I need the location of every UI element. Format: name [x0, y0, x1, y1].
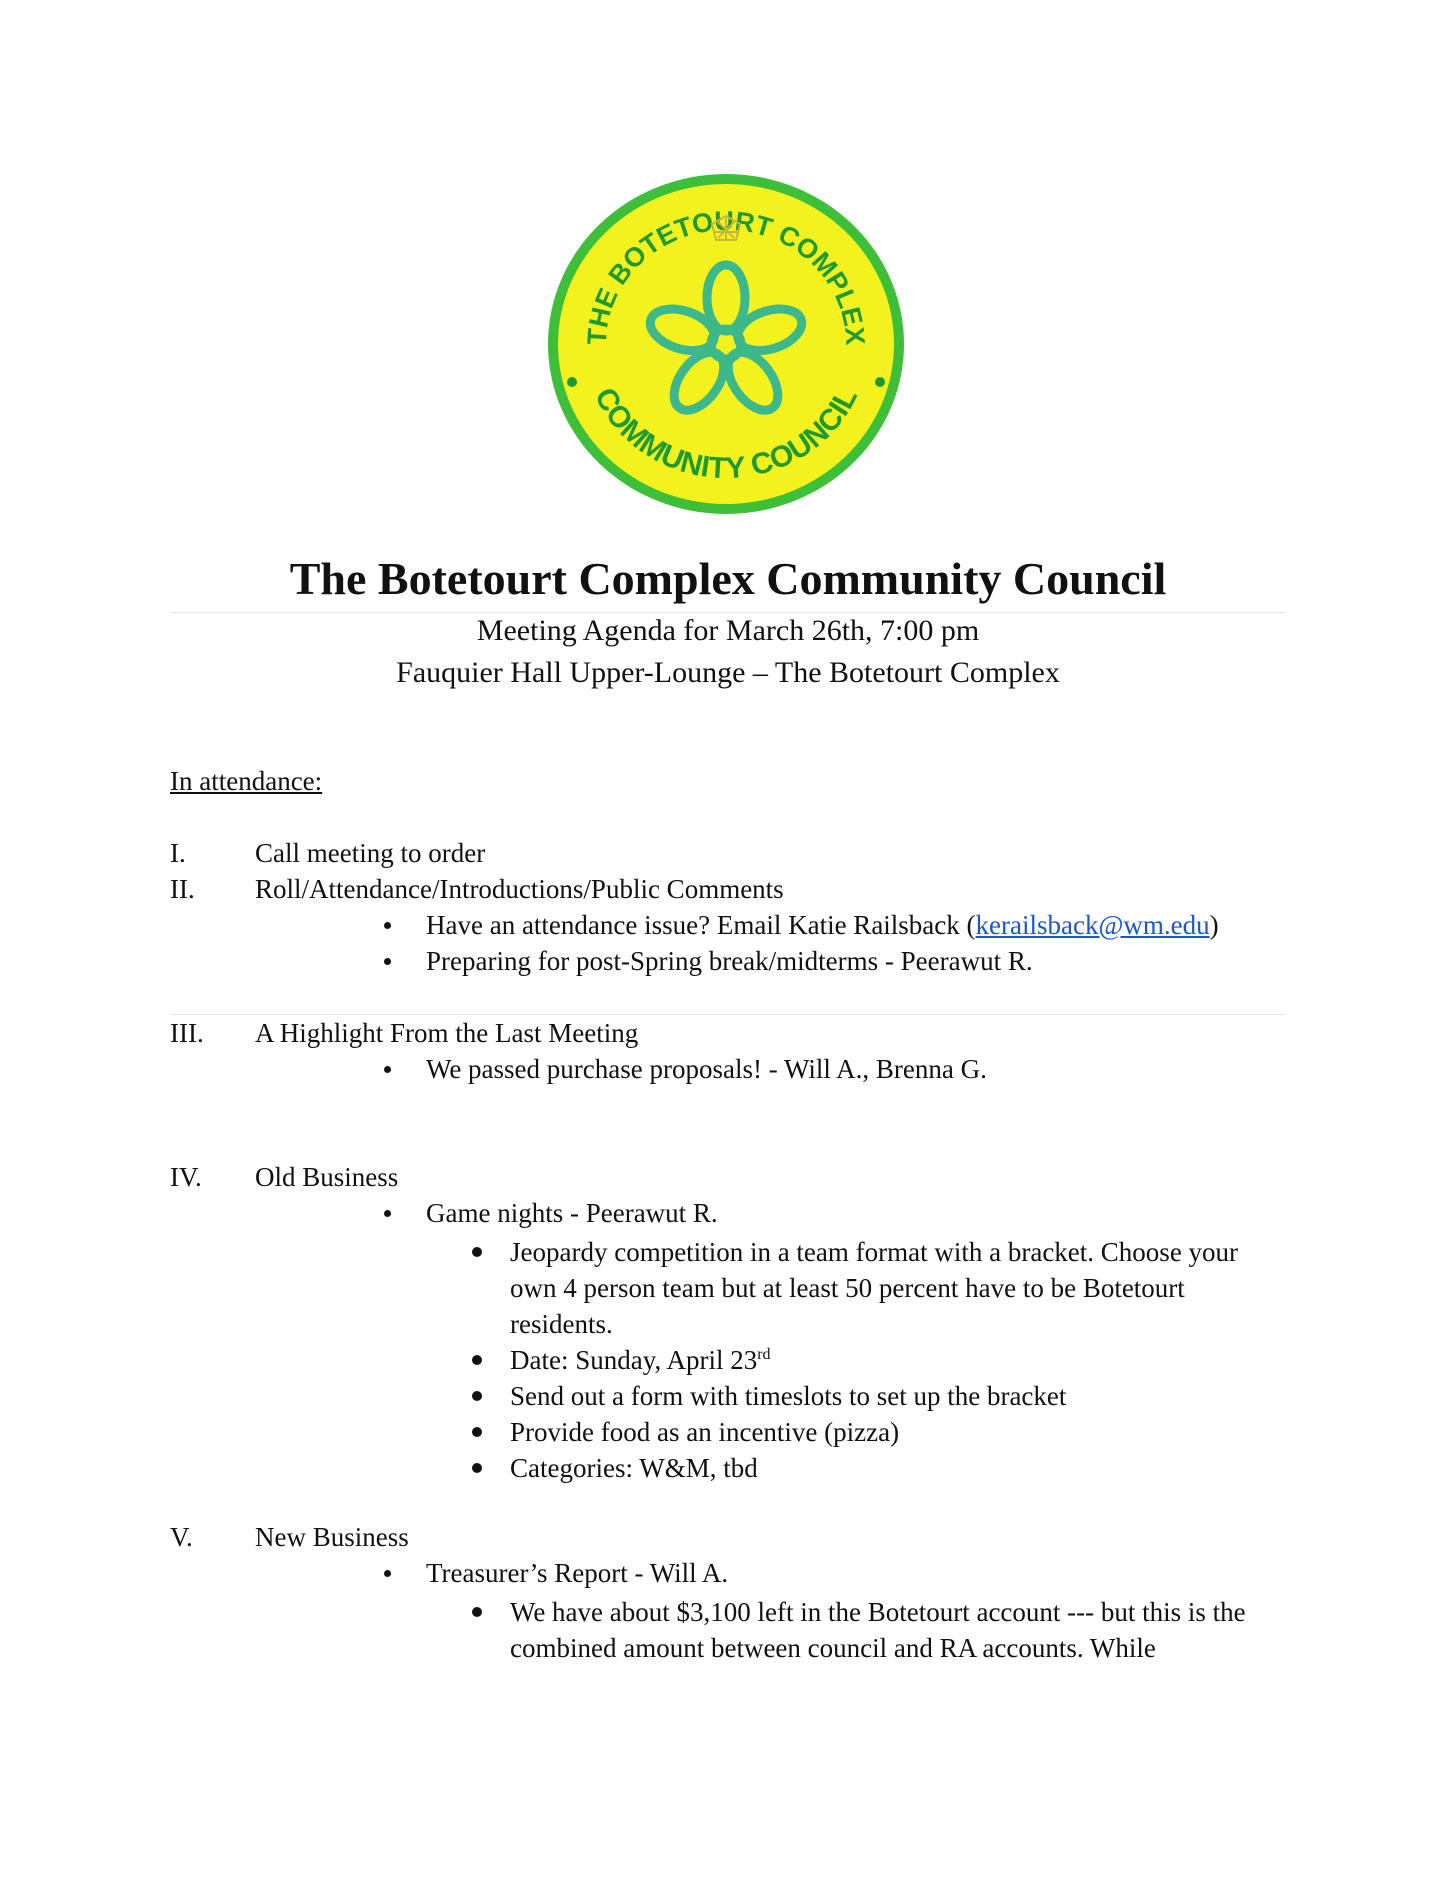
- sub-list-item: We have about $3,100 left in the Botetourt account --- but this is the combined amount between council and RA accounts. While: [510, 1594, 1290, 1666]
- section-heading: Roll/Attendance/Introductions/Public Comments: [255, 874, 784, 904]
- bullet-icon: [472, 1607, 482, 1617]
- bullet-icon: [384, 1066, 391, 1073]
- logo-dot-left: [567, 377, 577, 387]
- logo-top-text: THE BOTETOURT COMPLEX: [581, 205, 871, 346]
- section-numeral: V.: [170, 1522, 193, 1552]
- sub-list-item: Date: Sunday, April 23rd: [510, 1342, 1290, 1378]
- meeting-location: Fauquier Hall Upper-Lounge – The Botetourt Complex: [396, 656, 1060, 689]
- bullet-icon: [472, 1463, 482, 1473]
- community-council-logo: [544, 168, 908, 520]
- bullet-icon: [472, 1247, 482, 1257]
- section-heading: A Highlight From the Last Meeting: [255, 1018, 639, 1048]
- section-numeral: I.: [170, 838, 186, 868]
- sub-list-item: Categories: W&M, tbd: [510, 1450, 1290, 1486]
- bullet-icon: [384, 958, 391, 965]
- bullet-icon: [384, 922, 391, 929]
- list-item: Treasurer’s Report - Will A.: [426, 1558, 728, 1589]
- section-divider: [170, 1014, 1286, 1015]
- sub-list-item: Jeopardy competition in a team format with a bracket. Choose your own 4 person team but at least 50 percent have to be Botetourt residents.: [510, 1234, 1290, 1342]
- title-divider: [170, 612, 1286, 613]
- email-link[interactable]: kerailsback@wm.edu: [975, 910, 1210, 940]
- list-item: Preparing for post-Spring break/midterms - Peerawut R.: [426, 946, 1033, 977]
- meeting-date: Meeting Agenda for March 26th, 7:00 pm: [476, 614, 980, 647]
- section-heading: Call meeting to order: [255, 838, 486, 868]
- list-item: We passed purchase proposals! - Will A., Brenna G.: [426, 1054, 987, 1085]
- list-item: Game nights - Peerawut R.: [426, 1198, 718, 1229]
- bullet-icon: [472, 1427, 482, 1437]
- bullet-icon: [384, 1570, 391, 1577]
- sub-list-item: Send out a form with timeslots to set up the bracket: [510, 1378, 1290, 1414]
- list-item: Have an attendance issue? Email Katie Railsback (kerailsback@wm.edu): [426, 910, 1219, 941]
- section-heading: Old Business: [255, 1162, 399, 1192]
- bullet-icon: [472, 1355, 482, 1365]
- bullet-icon: [472, 1391, 482, 1401]
- section-heading: New Business: [255, 1522, 409, 1552]
- page-title: The Botetourt Complex Community Council: [289, 553, 1167, 604]
- bullet-icon: [384, 1210, 391, 1217]
- logo-bottom-text: COMMUNITY COUNCIL: [587, 382, 865, 486]
- attendance-label: In attendance:: [170, 766, 323, 796]
- section-numeral: IV.: [170, 1162, 202, 1192]
- section-numeral: II.: [170, 874, 195, 904]
- section-numeral: III.: [170, 1018, 204, 1048]
- logo-dot-right: [875, 377, 885, 387]
- sub-list-item: Provide food as an incentive (pizza): [510, 1414, 1290, 1450]
